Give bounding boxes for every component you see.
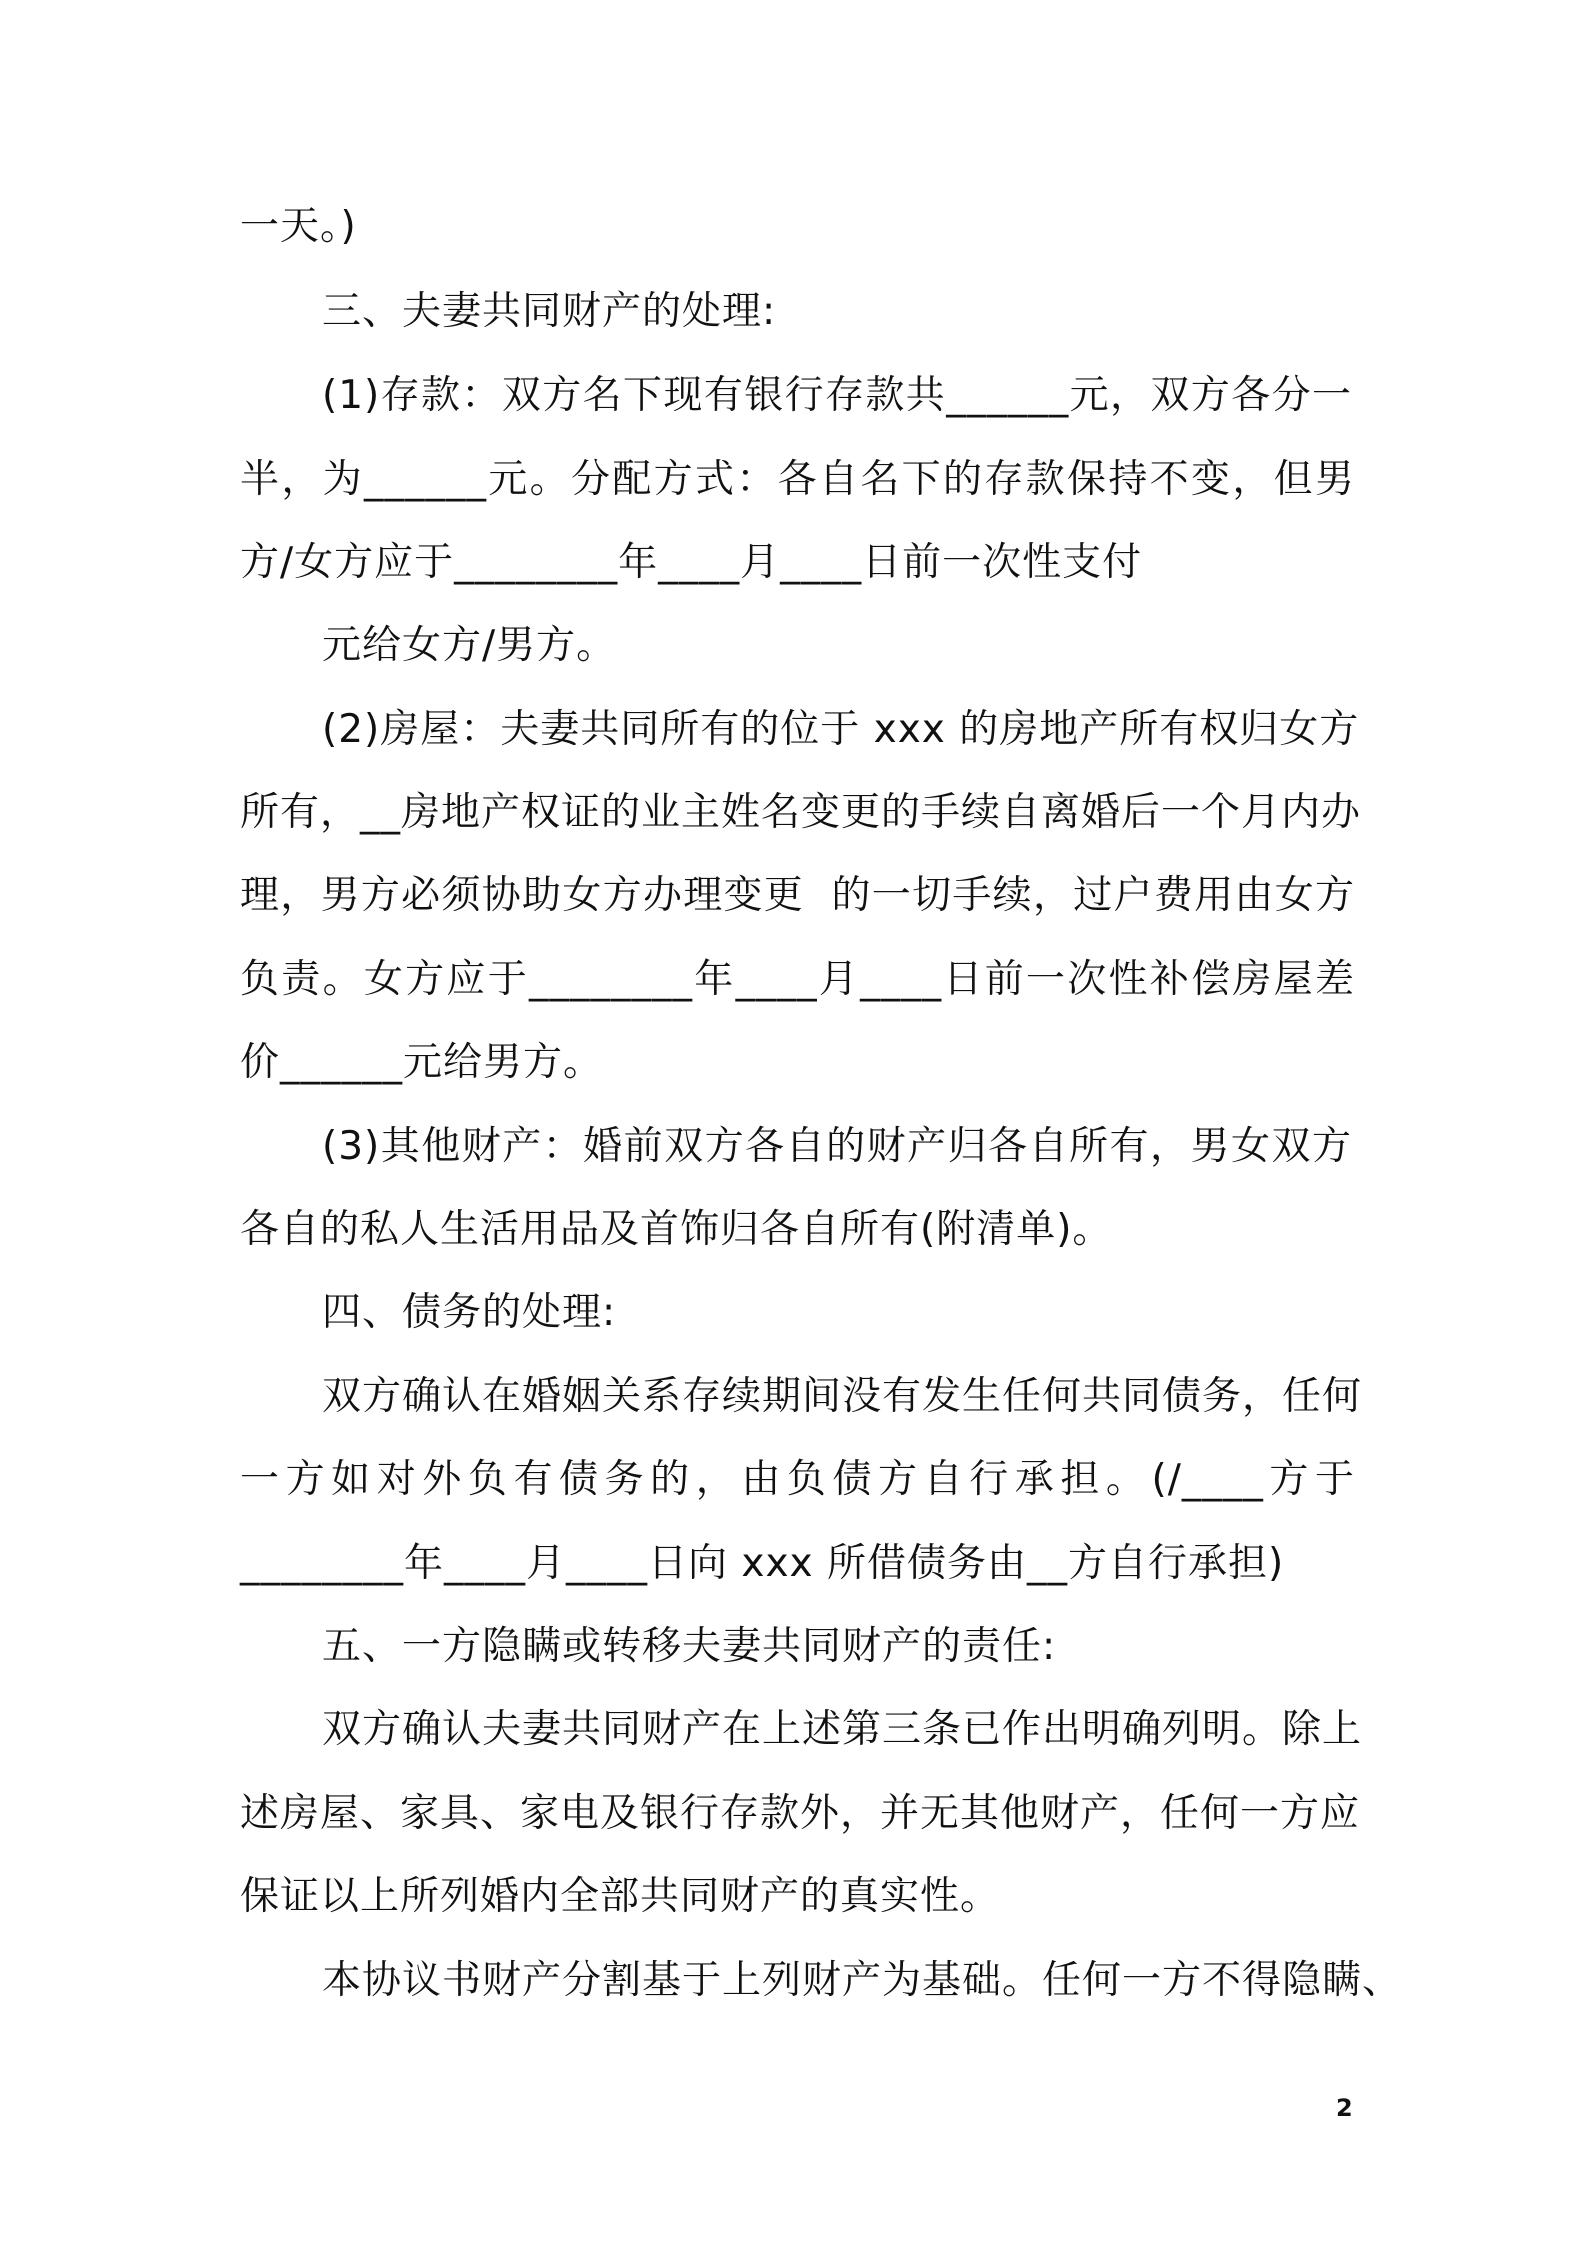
text-line: (2)房屋：夫妻共同所有的位于 xxx 的房地产所有权归女方 bbox=[322, 707, 1360, 752]
text-line: 述房屋、家具、家电及银行存款外，并无其他财产，任何一方应 bbox=[240, 1791, 1361, 1836]
text-line: ________年____月____日向 xxx 所借债务由__方自行承担) bbox=[240, 1541, 1285, 1586]
section-heading-joint-property: 三、夫妻共同财产的处理: bbox=[322, 289, 777, 334]
text-line: 本协议书财产分割基于上列财产为基础。任何一方不得隐瞒、 bbox=[322, 1958, 1403, 2003]
text-line: 一天。) bbox=[240, 204, 357, 249]
text-line: 价______元给男方。 bbox=[240, 1040, 604, 1085]
text-line: 元给女方/男方。 bbox=[322, 623, 617, 668]
section-heading-debts: 四、债务的处理: bbox=[322, 1290, 617, 1335]
text-line: 双方确认在婚姻关系存续期间没有发生任何共同债务，任何 bbox=[322, 1374, 1363, 1419]
section-heading-concealment: 五、一方隐瞒或转移夫妻共同财产的责任: bbox=[322, 1624, 1057, 1669]
text-line: 负责。女方应于________年____月____日前一次性补偿房屋差 bbox=[240, 957, 1355, 1002]
text-line: 所有，__房地产权证的业主姓名变更的手续自离婚后一个月内办 bbox=[240, 790, 1362, 835]
text-line: 保证以上所列婚内全部共同财产的真实性。 bbox=[240, 1874, 1001, 1919]
text-line: 方/女方应于________年____月____日前一次性支付 bbox=[240, 540, 1143, 585]
text-line: 一方如对外负有债务的，由负债方自行承担。(/____方于 bbox=[240, 1457, 1355, 1502]
page-number: 2 bbox=[1336, 2094, 1353, 2122]
text-line: (1)存款：双方名下现有银行存款共______元，双方各分一 bbox=[322, 373, 1352, 418]
text-line: 各自的私人生活用品及首饰归各自所有(附清单)。 bbox=[240, 1207, 1113, 1252]
text-line: 双方确认夫妻共同财产在上述第三条已作出明确列明。除上 bbox=[322, 1707, 1363, 1752]
text-line: (3)其他财产：婚前双方各自的财产归各自所有，男女双方 bbox=[322, 1124, 1352, 1169]
text-line: 理，男方必须协助女方办理变更 的一切手续，过户费用由女方 bbox=[240, 873, 1355, 918]
text-line: 半，为______元。分配方式：各自名下的存款保持不变，但男 bbox=[240, 457, 1355, 502]
